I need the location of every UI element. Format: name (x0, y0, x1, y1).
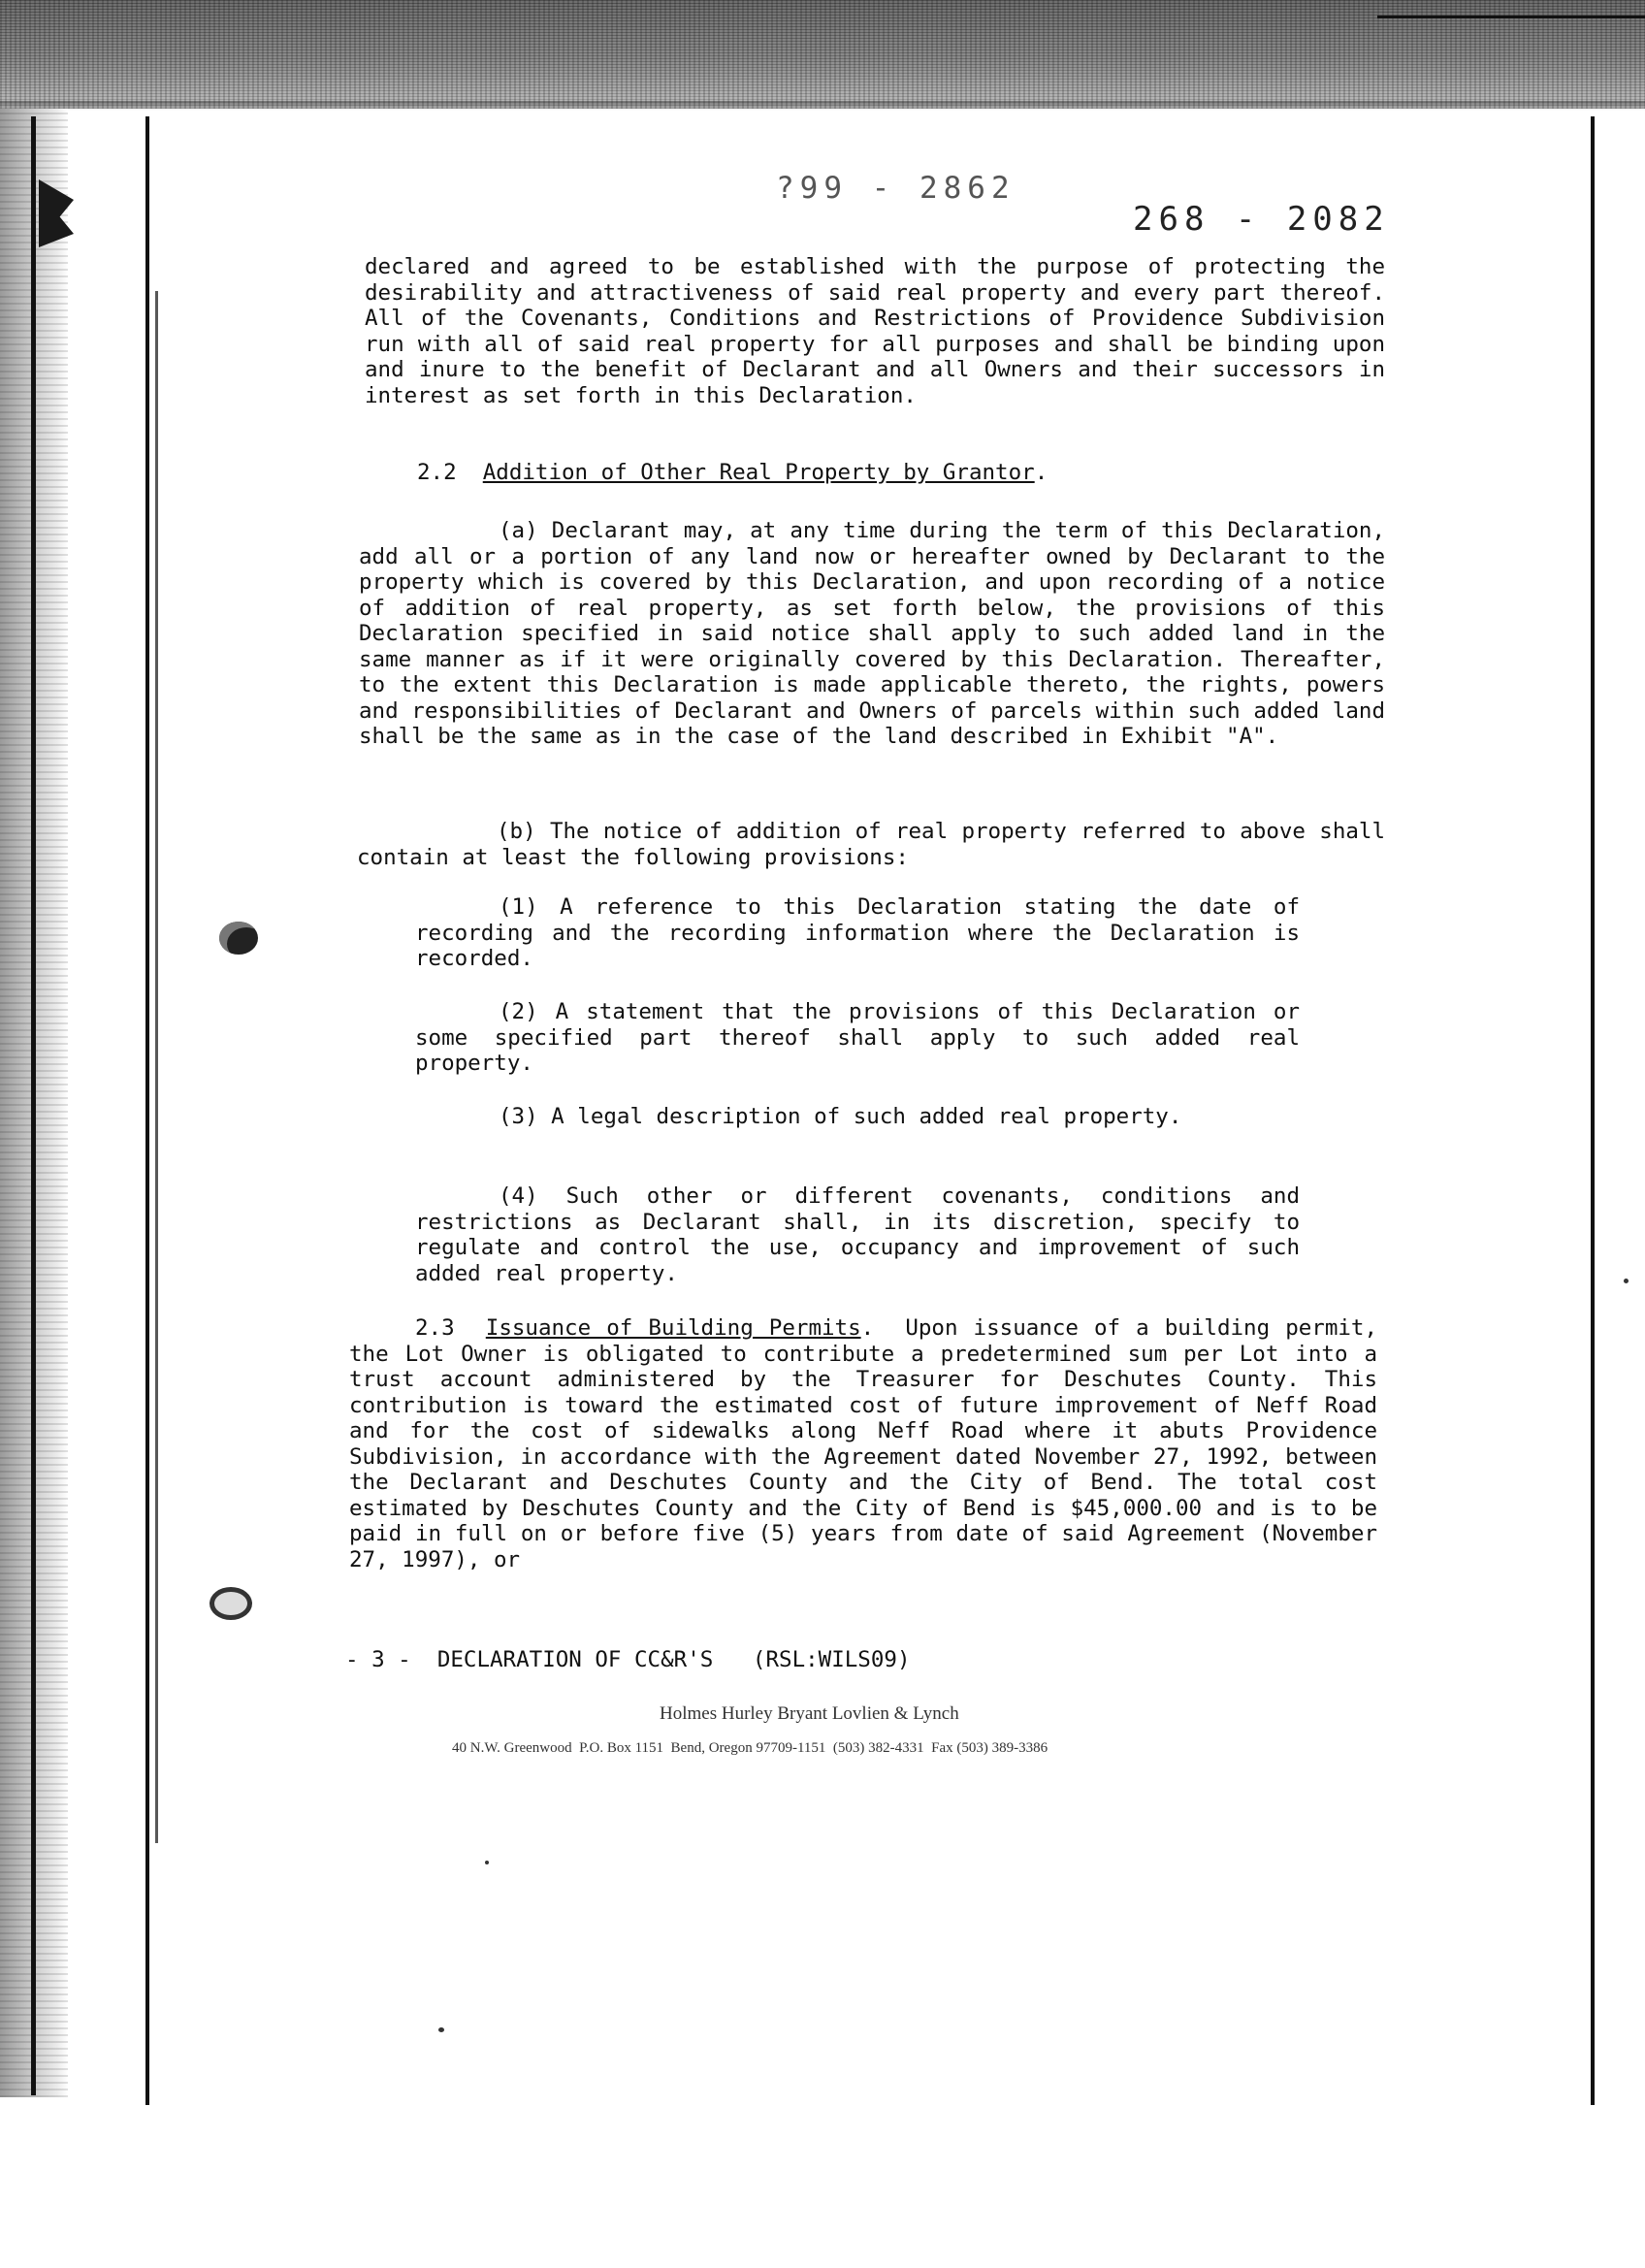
list-item: (2) A statement that the provisions of this Declaration or some specified part thereof shall apply to such added real property. (415, 999, 1300, 1076)
section-text: Upon issuance of a building permit, the Lot Owner is obligated to contribute a predetermined sum per Lot into a trust account administered by the Treasurer for Deschutes County. This contribution is toward the estimated cost of future improvement of Neff Road and for the cost of sidewalks along Neff Road where it abuts Providence Subdivision, in accordance with the Agreement dated November 27, 1992, between the Declarant and Deschutes County and the City of Bend. The total cost estimated by Deschutes County and the City of Bend is $45,000.00 and is to be paid in full on or before five (5) years from date of said Agreement (November 27, 1997), or (349, 1315, 1378, 1572)
speck (485, 1861, 489, 1864)
scan-line-left-secondary (155, 291, 158, 1843)
section-number: 2.3 (415, 1315, 455, 1341)
list-item: (1) A reference to this Declaration stating the date of recording and the recording information where the Declaration is recorded. (415, 894, 1300, 971)
speck (1624, 1279, 1629, 1283)
law-firm-address: 40 N.W. Greenwood P.O. Box 1151 Bend, Oregon 97709-1151 (503) 382-4331 Fax (503) 389-3386 (452, 1740, 1048, 1756)
recording-stamp-faint: ?99 - 2862 (776, 171, 1016, 206)
list-item: (4) Such other or different covenants, conditions and restrictions as Declarant shall, in its discretion, specify to regulate and control the use, occupancy and improvement of such added real property. (415, 1183, 1300, 1286)
section-title: Addition of Other Real Property by Grantor (482, 460, 1035, 485)
scan-edge-shadow (0, 101, 1645, 111)
paragraph-2-2-b: (b) The notice of addition of real property referred to above shall contain at least the following provisions: (357, 819, 1385, 870)
punch-hole-mark-lower (210, 1587, 252, 1620)
binding-mark (39, 179, 74, 247)
law-firm-name: Holmes Hurley Bryant Lovlien & Lynch (660, 1703, 959, 1724)
recording-stamp-number: 268 - 2082 (1133, 200, 1390, 239)
punch-hole-mark-upper (219, 922, 258, 955)
section-number: 2.2 (417, 460, 457, 485)
section-title: Issuance of Building Permits (485, 1315, 861, 1341)
scan-line-left (145, 116, 149, 2105)
section-2-3: 2.3 Issuance of Building Permits. Upon issuance of a building permit, the Lot Owner is obligated to contribute a predetermined sum per Lot into a trust account administered by the Treasurer for Deschutes County. This contribution is toward the estimated cost of future improvement of Neff Road and for the cost of sidewalks along Neff Road where it abuts Providence Subdivision, in accordance with the Agreement dated November 27, 1992, between the Declarant and Deschutes County and the City of Bend. The total cost estimated by Deschutes County and the City of Bend is $45,000.00 and is to be paid in full on or before five (5) years from date of said Agreement (November 27, 1997), or (349, 1315, 1378, 1572)
section-heading-2-2: 2.2 Addition of Other Real Property by Grantor. (417, 460, 1048, 485)
list-item: (3) A legal description of such added real property. (499, 1104, 1182, 1129)
intro-paragraph: declared and agreed to be established with the purpose of protecting the desirability and attractiveness of said real property and every part thereof. All of the Covenants, Conditions and Restrictions of Providence Subdivision run with all of said real property for all purposes and shall be binding upon and inure to the benefit of Declarant and all Owners and their successors in interest as set forth in this Declaration. (365, 254, 1385, 408)
paragraph-2-2-a: (a) Declarant may, at any time during the term of this Declaration, add all or a portion of any land now or hereafter owned by Declarant to the property which is covered by this Declaration, and upon recording of a notice of addition of real property, as set forth below, the provisions of this Declaration specified in said notice shall apply to such added land in the same manner as if it were originally covered by this Declaration. Thereafter, to the extent this Declaration is made applicable thereto, the rights, powers and responsibilities of Declarant and Owners of parcels within such added land shall be the same as in the case of the land described in Exhibit "A". (359, 518, 1385, 749)
speck (438, 2027, 444, 2032)
scan-line-right (1591, 116, 1595, 2105)
page-footer-label: - 3 - DECLARATION OF CC&R'S (RSL:WILS09) (345, 1647, 911, 1672)
scan-line-far-left (31, 116, 36, 2095)
scan-line-top (1377, 16, 1645, 18)
